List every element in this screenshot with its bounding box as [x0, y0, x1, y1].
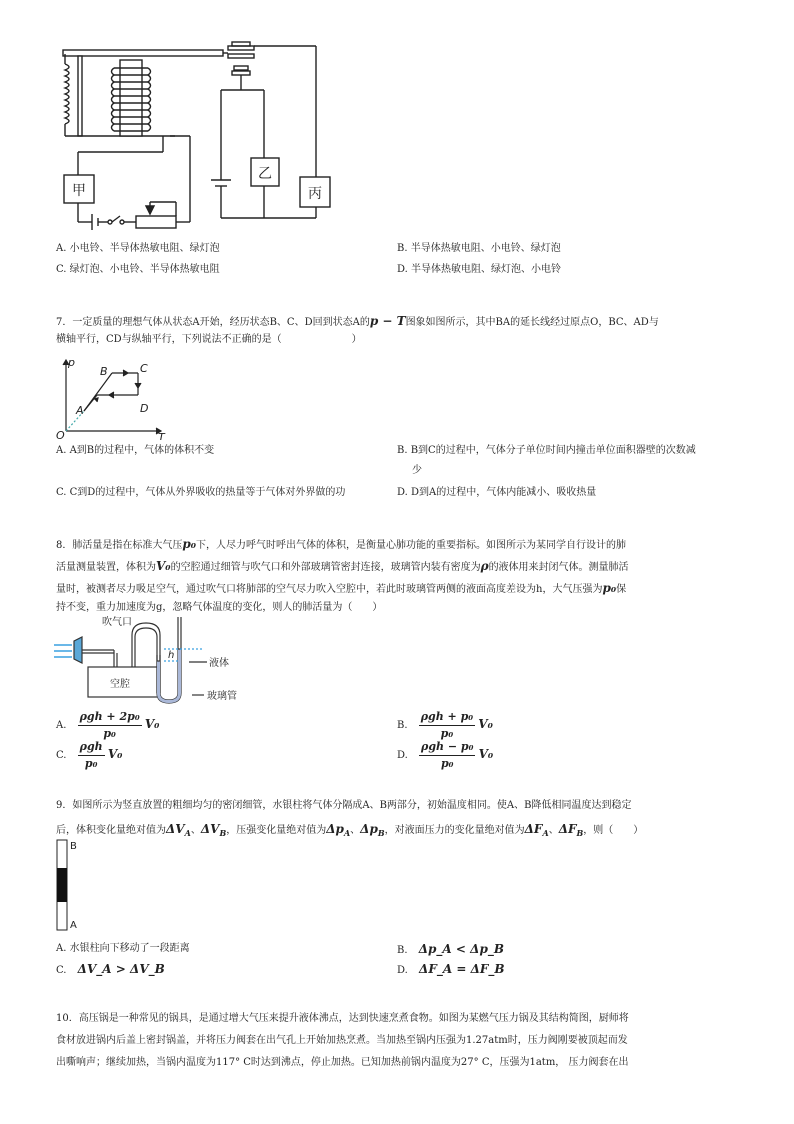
blow-mouth-label: 吹气口 — [102, 617, 132, 628]
graph-label-O: O — [56, 429, 65, 440]
q8-option-d: D. $\frac{\text{ρgh − p₀}}{\text{p₀}}$ V₀ — [397, 740, 494, 770]
q10-stem-line2: 食材放进锅内后盖上密封锅盖，并将压力阀套在出气孔上开始加热烹煮。当加热至锅内压强为1.27atm时，压力阀刚要被顶起而发 — [56, 1035, 628, 1046]
q9-sealed-tube-figure — [54, 838, 84, 934]
q10-stem-line3: 出嘶响声；继续加热，当锅内温度为117° C时达到沸点，停止加热。已知加热前锅内温度为27° C，压强为1atm， 压力阀套在出 — [56, 1057, 629, 1068]
graph-label-T: T — [158, 431, 165, 440]
graph-label-A: A — [76, 404, 84, 417]
glass-tube-label: 玻璃管 — [207, 691, 237, 702]
q9-option-c: C. ΔV_A > ΔV_B — [56, 962, 165, 976]
tube-label-b: B — [70, 841, 77, 852]
cavity-label: 空腔 — [110, 679, 130, 690]
q9-option-b: B. Δp_A < Δp_B — [397, 942, 504, 956]
q8-option-c: C. $\frac{\text{ρgh}}{\text{p₀}}$ V₀ — [56, 740, 123, 770]
graph-label-B: B — [100, 365, 108, 378]
q8-stem-line3: 量时，被测者尽力吸足空气，通过吹气口将肺部的空气尽力吹入空腔中，若此时玻璃管两侧的液面高度差设为h，大气压强为p₀保 — [56, 581, 627, 595]
q7-pT-graph — [52, 355, 172, 440]
q9-stem-line2: 后，体积变化量绝对值为$\Delta V_A$、$\Delta V_B$，压强变化量绝对值为$\Delta p_A$、$\Delta p_B$，对液面压力的变化量绝对值为$\Delta F_A$、$\Delta F_B$，则（ ） — [56, 822, 644, 838]
q7-option-d: D. D到A的过程中，气体内能减小、吸收热量 — [397, 487, 597, 498]
q7-option-b-line2: 少 — [412, 465, 422, 476]
q9-option-d: D. ΔF_A = ΔF_B — [397, 962, 505, 976]
graph-label-p: p — [68, 356, 75, 369]
q8-stem-line2: 活量测量装置，体积为V₀的空腔通过细管与吹气口和外部玻璃管密封连接，玻璃管内装有密度为ρ的液体用来封闭气体。测量肺活 — [56, 559, 629, 573]
q8-stem-line4: 持不变，重力加速度为g，忽略气体温度的变化，则人的肺活量为（ ） — [56, 602, 383, 613]
q7-option-b-line1: B. B到C的过程中，气体分子单位时间内撞击单位面积器壁的次数减 — [397, 445, 696, 456]
q8-option-b: B. $\frac{\text{ρgh + p₀}}{\text{p₀}}$ V₀ — [397, 710, 493, 740]
q9-stem-line1: 9．如图所示为竖直放置的粗细均匀的密闭细管，水银柱将气体分隔成A、B两部分，初始温度相同。使A、B降低相同温度达到稳定 — [56, 800, 632, 811]
q7-option-c: C. C到D的过程中，气体从外界吸收的热量等于气体对外界做的功 — [56, 487, 346, 498]
label-yi: 乙 — [258, 166, 272, 182]
tube-label-a: A — [70, 920, 77, 931]
q6-option-d: D. 半导体热敏电阻、绿灯泡、小电铃 — [397, 264, 562, 275]
q8-option-a: A. $\frac{\text{ρgh + 2p₀}}{\text{p₀}}$ V₀ — [56, 710, 160, 740]
q6-option-c: C. 绿灯泡、小电铃、半导体热敏电阻 — [56, 264, 220, 275]
graph-label-D: D — [140, 402, 149, 415]
q9-option-a: A. 水银柱向下移动了一段距离 — [56, 943, 190, 954]
label-bing: 丙 — [308, 186, 322, 202]
graph-label-C: C — [140, 362, 148, 375]
q6-option-a: A. 小电铃、半导体热敏电阻、绿灯泡 — [56, 243, 220, 254]
label-jia: 甲 — [72, 183, 86, 199]
q10-stem-line1: 10．高压锅是一种常见的锅具，是通过增大气压来提升液体沸点，达到快速烹煮食物。如图为某燃气压力锅及其结构简图，厨师将 — [56, 1013, 629, 1024]
q8-lung-capacity-apparatus — [52, 615, 292, 715]
q8-stem-line1: 8．肺活量是指在标准大气压p₀下，人尽力呼气时呼出气体的体积，是衡量心肺功能的重要指标。如图所示为某同学自行设计的肺 — [56, 537, 627, 551]
relay-circuit-figure — [50, 40, 340, 235]
q7-stem-line1: 7．一定质量的理想气体从状态A开始，经历状态B、C、D回到状态A的p − T图象如图所示，其中BA的延长线经过原点O，BC、AD与 — [56, 314, 659, 328]
q7-option-a: A. A到B的过程中，气体的体积不变 — [56, 445, 215, 456]
q7-stem-line2: 横轴平行，CD与纵轴平行，下列说法不正确的是（ ） — [56, 334, 362, 345]
q6-option-b: B. 半导体热敏电阻、小电铃、绿灯泡 — [397, 243, 561, 254]
h-label: h — [168, 650, 175, 661]
liquid-label: 液体 — [209, 658, 229, 669]
